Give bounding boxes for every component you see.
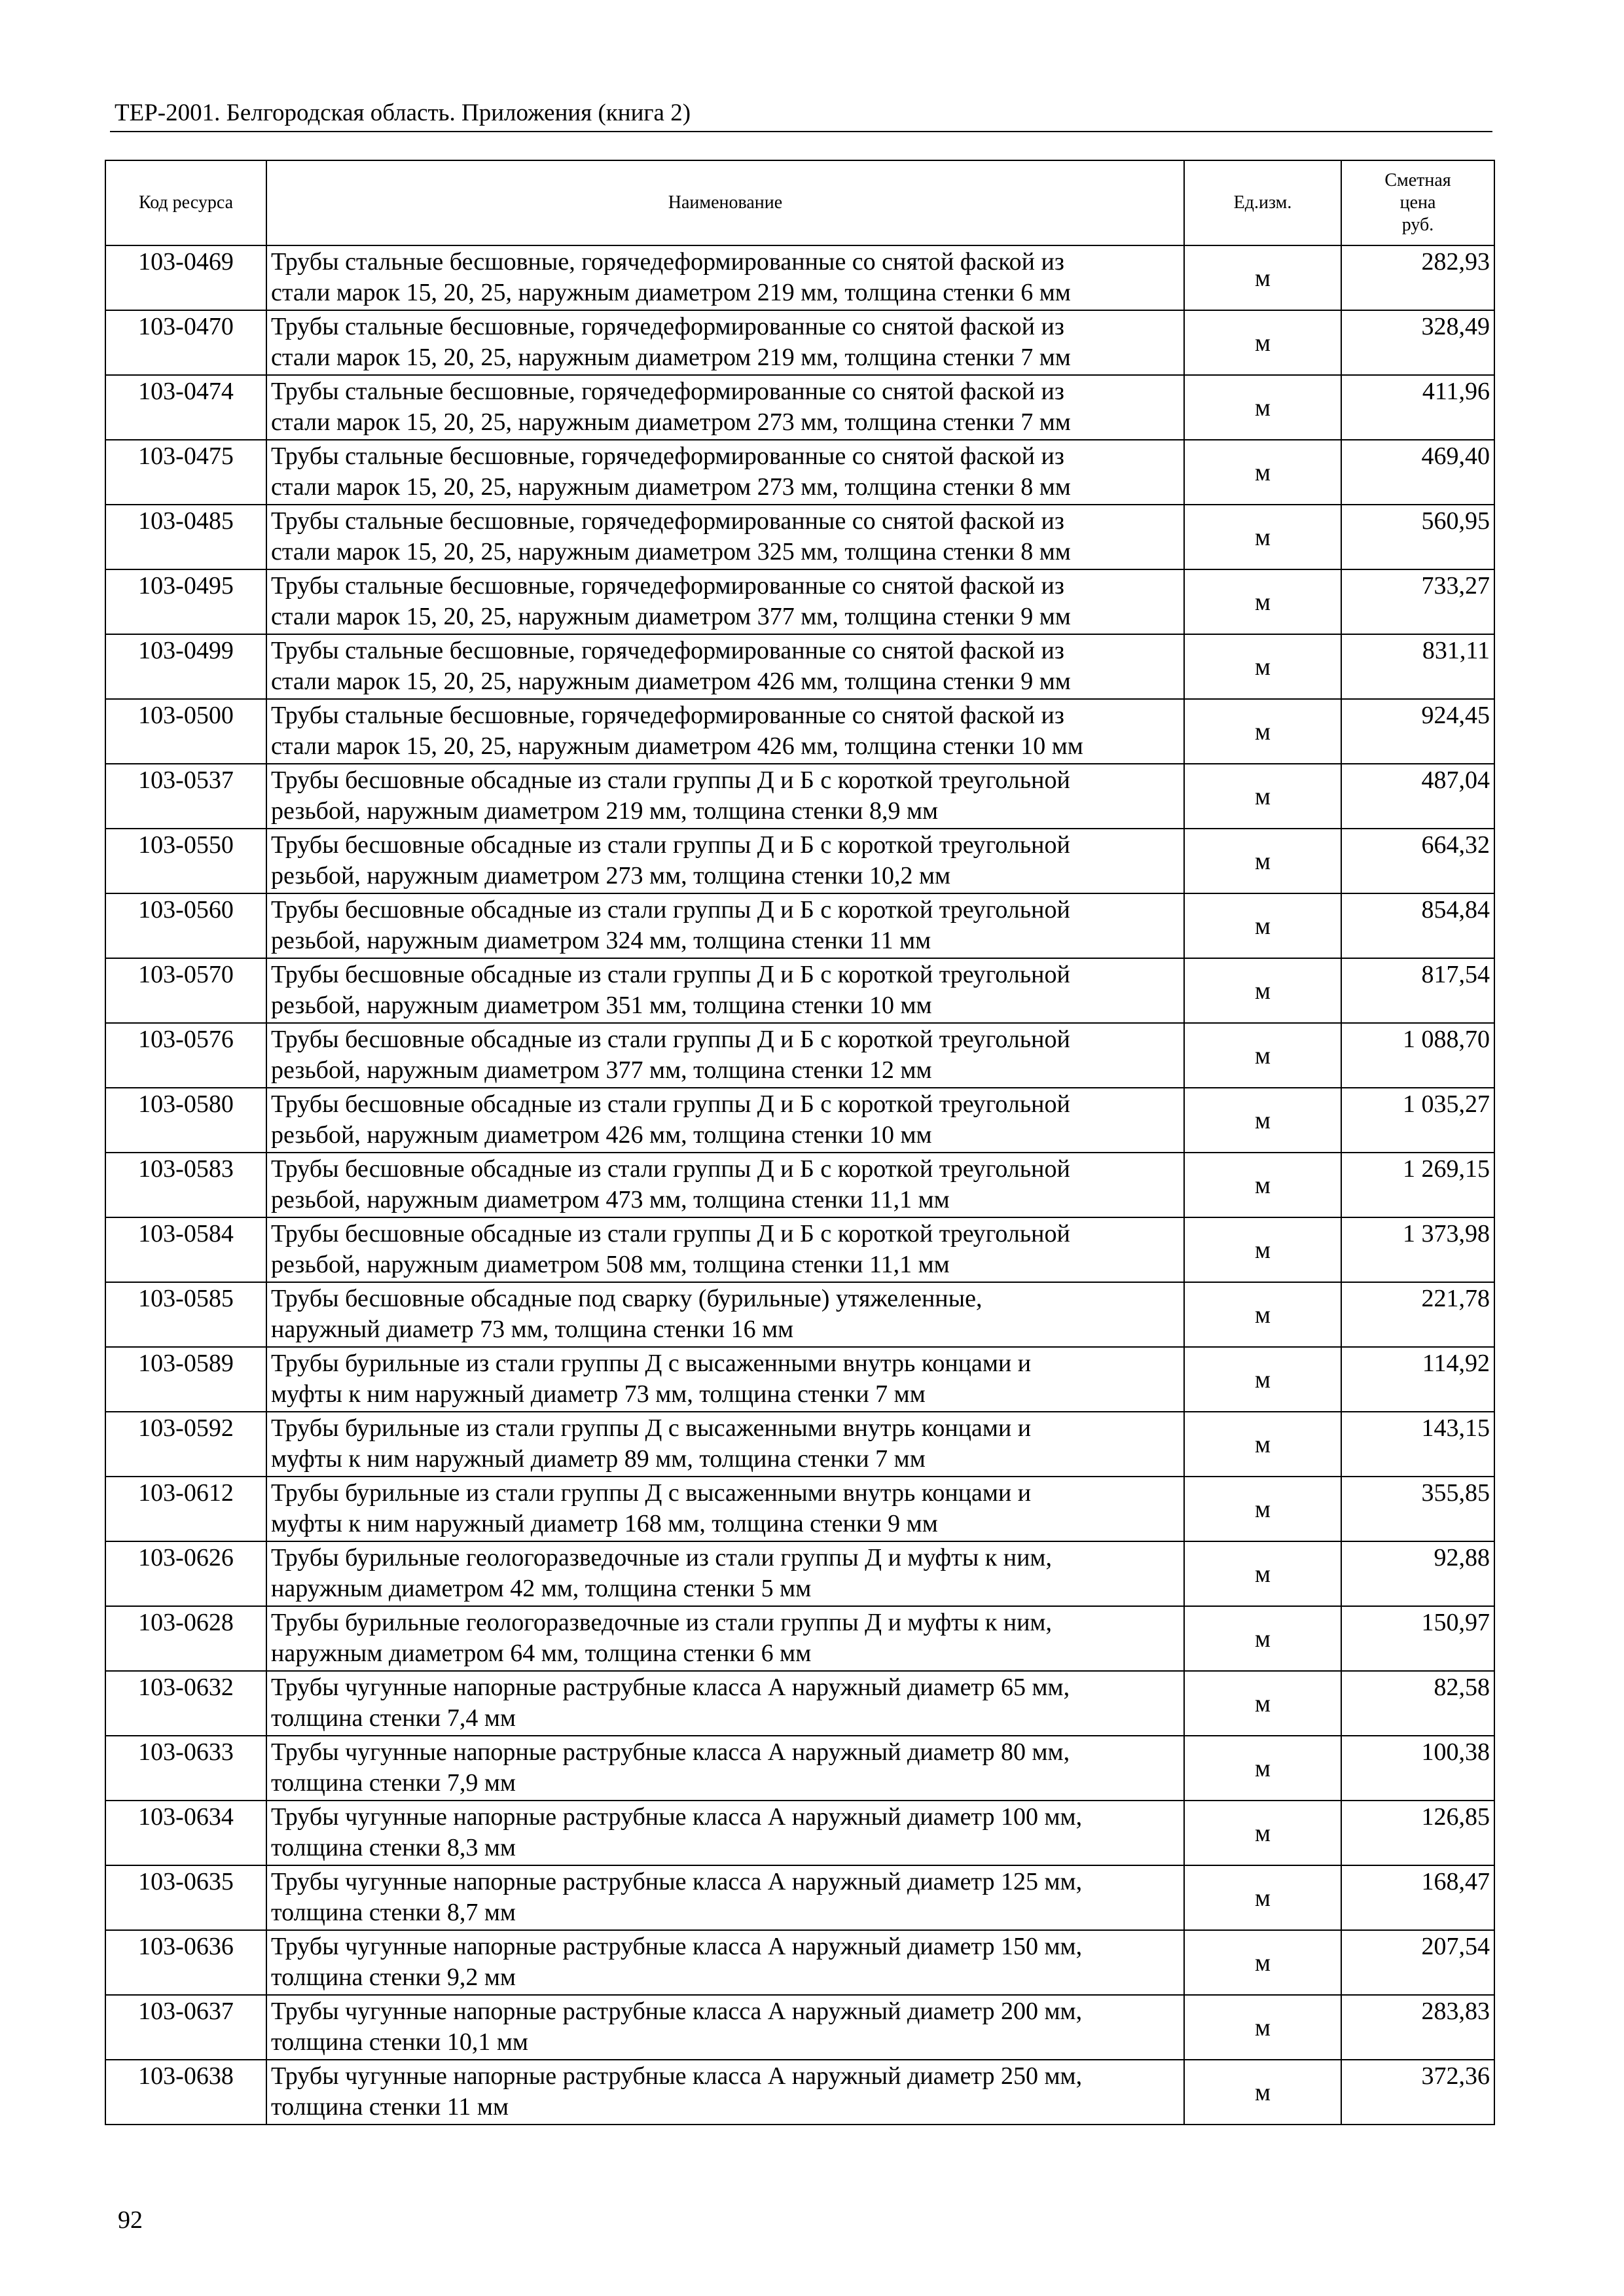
price-cell: 1 269,15 xyxy=(1341,1153,1494,1217)
unit-cell: м xyxy=(1184,1736,1341,1801)
page-number: 92 xyxy=(118,2206,143,2234)
resource-code-cell: 103-0638 xyxy=(105,2060,266,2125)
price-cell: 168,47 xyxy=(1341,1865,1494,1930)
price-cell: 469,40 xyxy=(1341,440,1494,505)
resource-code-cell: 103-0612 xyxy=(105,1477,266,1541)
resource-name-cell: Трубы бесшовные обсадные из стали группы Д и Б с короткой треугольной резьбой, наружным диаметром 473 мм, толщина стенки 11,1 мм xyxy=(266,1153,1184,1217)
unit-cell: м xyxy=(1184,1995,1341,2060)
resource-code-cell: 103-0550 xyxy=(105,829,266,893)
table-row xyxy=(105,505,1494,569)
unit-cell: м xyxy=(1184,1930,1341,1995)
unit-cell: м xyxy=(1184,245,1341,310)
resource-name-cell: Трубы бурильные из стали группы Д с высаженными внутрь концами и муфты к ним наружный диаметр 168 мм, толщина стенки 9 мм xyxy=(266,1477,1184,1541)
resource-code-cell: 103-0470 xyxy=(105,310,266,375)
resource-name-cell: Трубы чугунные напорные раструбные класса А наружный диаметр 250 мм, толщина стенки 11 мм xyxy=(266,2060,1184,2125)
column-header-price xyxy=(1341,160,1494,245)
table-row xyxy=(105,699,1494,764)
unit-cell: м xyxy=(1184,1606,1341,1671)
resource-code-cell: 103-0626 xyxy=(105,1541,266,1606)
unit-cell: м xyxy=(1184,1541,1341,1606)
resource-code-cell: 103-0500 xyxy=(105,699,266,764)
table-row xyxy=(105,1865,1494,1930)
price-cell: 221,78 xyxy=(1341,1282,1494,1347)
unit-cell: м xyxy=(1184,829,1341,893)
price-cell: 82,58 xyxy=(1341,1671,1494,1736)
unit-cell: м xyxy=(1184,1153,1341,1217)
table-row xyxy=(105,1282,1494,1347)
resource-name-cell: Трубы бесшовные обсадные из стали группы Д и Б с короткой треугольной резьбой, наружным диаметром 508 мм, толщина стенки 11,1 мм xyxy=(266,1217,1184,1282)
table-row xyxy=(105,829,1494,893)
table-row xyxy=(105,893,1494,958)
resource-name-cell: Трубы бесшовные обсадные из стали группы Д и Б с короткой треугольной резьбой, наружным диаметром 324 мм, толщина стенки 11 мм xyxy=(266,893,1184,958)
unit-cell: м xyxy=(1184,1347,1341,1412)
table-row xyxy=(105,958,1494,1023)
resource-name-cell: Трубы чугунные напорные раструбные класса А наружный диаметр 80 мм, толщина стенки 7,9 мм xyxy=(266,1736,1184,1801)
table-row xyxy=(105,1088,1494,1153)
resource-code-cell: 103-0584 xyxy=(105,1217,266,1282)
resource-name-cell: Трубы стальные бесшовные, горячедеформированные со снятой фаской из стали марок 15, 20, 25, наружным диаметром 219 мм, толщина стенки 7 мм xyxy=(266,310,1184,375)
price-cell: 411,96 xyxy=(1341,375,1494,440)
price-cell: 924,45 xyxy=(1341,699,1494,764)
price-cell: 282,93 xyxy=(1341,245,1494,310)
table-row xyxy=(105,1347,1494,1412)
page-header: ТЕР-2001. Белгородская область. Приложения (книга 2) xyxy=(115,99,691,126)
table-row xyxy=(105,1153,1494,1217)
price-cell: 831,11 xyxy=(1341,634,1494,699)
table-row xyxy=(105,1477,1494,1541)
table-header-row xyxy=(105,160,1494,245)
table-row xyxy=(105,375,1494,440)
resource-code-cell: 103-0474 xyxy=(105,375,266,440)
table-row xyxy=(105,310,1494,375)
resource-name-cell: Трубы стальные бесшовные, горячедеформированные со снятой фаской из стали марок 15, 20, 25, наружным диаметром 426 мм, толщина стенки 9 мм xyxy=(266,634,1184,699)
price-cell: 92,88 xyxy=(1341,1541,1494,1606)
resource-name-cell: Трубы стальные бесшовные, горячедеформированные со снятой фаской из стали марок 15, 20, 25, наружным диаметром 426 мм, толщина стенки 10 мм xyxy=(266,699,1184,764)
unit-cell: м xyxy=(1184,1671,1341,1736)
resource-code-cell: 103-0576 xyxy=(105,1023,266,1088)
unit-cell: м xyxy=(1184,310,1341,375)
price-cell: 207,54 xyxy=(1341,1930,1494,1995)
column-header-price-line: Сметная xyxy=(1384,170,1451,190)
unit-cell: м xyxy=(1184,1801,1341,1865)
price-cell: 817,54 xyxy=(1341,958,1494,1023)
column-header-code: Код ресурса xyxy=(105,160,266,245)
unit-cell: м xyxy=(1184,634,1341,699)
resource-name-cell: Трубы чугунные напорные раструбные класса А наружный диаметр 125 мм, толщина стенки 8,7 мм xyxy=(266,1865,1184,1930)
resource-code-cell: 103-0495 xyxy=(105,569,266,634)
unit-cell: м xyxy=(1184,1088,1341,1153)
column-header-price-line: цена xyxy=(1399,192,1436,213)
table-body xyxy=(105,245,1494,2125)
table-row xyxy=(105,1736,1494,1801)
resource-code-cell: 103-0636 xyxy=(105,1930,266,1995)
unit-cell: м xyxy=(1184,505,1341,569)
unit-cell: м xyxy=(1184,958,1341,1023)
column-header-unit: Ед.изм. xyxy=(1184,160,1341,245)
resource-name-cell: Трубы стальные бесшовные, горячедеформированные со снятой фаской из стали марок 15, 20, 25, наружным диаметром 325 мм, толщина стенки 8 мм xyxy=(266,505,1184,569)
table-row xyxy=(105,1412,1494,1477)
table-row xyxy=(105,569,1494,634)
resource-code-cell: 103-0560 xyxy=(105,893,266,958)
table-row xyxy=(105,1801,1494,1865)
resource-code-cell: 103-0628 xyxy=(105,1606,266,1671)
table-row xyxy=(105,1541,1494,1606)
resource-code-cell: 103-0583 xyxy=(105,1153,266,1217)
resource-name-cell: Трубы чугунные напорные раструбные класса А наружный диаметр 200 мм, толщина стенки 10,1 мм xyxy=(266,1995,1184,2060)
price-cell: 143,15 xyxy=(1341,1412,1494,1477)
price-cell: 114,92 xyxy=(1341,1347,1494,1412)
unit-cell: м xyxy=(1184,893,1341,958)
resource-name-cell: Трубы стальные бесшовные, горячедеформированные со снятой фаской из стали марок 15, 20, 25, наружным диаметром 273 мм, толщина стенки 7 мм xyxy=(266,375,1184,440)
column-header-name: Наименование xyxy=(266,160,1184,245)
price-cell: 733,27 xyxy=(1341,569,1494,634)
price-cell: 1 035,27 xyxy=(1341,1088,1494,1153)
resource-code-cell: 103-0592 xyxy=(105,1412,266,1477)
price-cell: 150,97 xyxy=(1341,1606,1494,1671)
price-cell: 283,83 xyxy=(1341,1995,1494,2060)
price-table xyxy=(105,160,1495,2125)
column-header-price-line: руб. xyxy=(1401,215,1434,235)
unit-cell: м xyxy=(1184,1865,1341,1930)
table-row xyxy=(105,1023,1494,1088)
resource-name-cell: Трубы бесшовные обсадные из стали группы Д и Б с короткой треугольной резьбой, наружным диаметром 219 мм, толщина стенки 8,9 мм xyxy=(266,764,1184,829)
unit-cell: м xyxy=(1184,764,1341,829)
price-cell: 664,32 xyxy=(1341,829,1494,893)
unit-cell: м xyxy=(1184,1412,1341,1477)
resource-name-cell: Трубы бесшовные обсадные под сварку (бурильные) утяжеленные, наружный диаметр 73 мм, толщина стенки 16 мм xyxy=(266,1282,1184,1347)
unit-cell: м xyxy=(1184,699,1341,764)
resource-name-cell: Трубы бурильные из стали группы Д с высаженными внутрь концами и муфты к ним наружный диаметр 73 мм, толщина стенки 7 мм xyxy=(266,1347,1184,1412)
resource-code-cell: 103-0589 xyxy=(105,1347,266,1412)
table-row xyxy=(105,1995,1494,2060)
resource-name-cell: Трубы стальные бесшовные, горячедеформированные со снятой фаской из стали марок 15, 20, 25, наружным диаметром 273 мм, толщина стенки 8 мм xyxy=(266,440,1184,505)
price-cell: 1 088,70 xyxy=(1341,1023,1494,1088)
resource-name-cell: Трубы стальные бесшовные, горячедеформированные со снятой фаской из стали марок 15, 20, 25, наружным диаметром 219 мм, толщина стенки 6 мм xyxy=(266,245,1184,310)
price-cell: 328,49 xyxy=(1341,310,1494,375)
table-row xyxy=(105,634,1494,699)
price-cell: 854,84 xyxy=(1341,893,1494,958)
table-row xyxy=(105,764,1494,829)
unit-cell: м xyxy=(1184,1477,1341,1541)
resource-code-cell: 103-0632 xyxy=(105,1671,266,1736)
unit-cell: м xyxy=(1184,569,1341,634)
resource-code-cell: 103-0585 xyxy=(105,1282,266,1347)
price-cell: 126,85 xyxy=(1341,1801,1494,1865)
price-cell: 1 373,98 xyxy=(1341,1217,1494,1282)
resource-name-cell: Трубы чугунные напорные раструбные класса А наружный диаметр 100 мм, толщина стенки 8,3 мм xyxy=(266,1801,1184,1865)
resource-code-cell: 103-0580 xyxy=(105,1088,266,1153)
resource-code-cell: 103-0469 xyxy=(105,245,266,310)
price-cell: 487,04 xyxy=(1341,764,1494,829)
resource-code-cell: 103-0635 xyxy=(105,1865,266,1930)
table-row xyxy=(105,1671,1494,1736)
table-row xyxy=(105,2060,1494,2125)
resource-code-cell: 103-0634 xyxy=(105,1801,266,1865)
table-row xyxy=(105,1217,1494,1282)
resource-code-cell: 103-0475 xyxy=(105,440,266,505)
unit-cell: м xyxy=(1184,1282,1341,1347)
resource-name-cell: Трубы чугунные напорные раструбные класса А наружный диаметр 150 мм, толщина стенки 9,2 мм xyxy=(266,1930,1184,1995)
unit-cell: м xyxy=(1184,1217,1341,1282)
price-cell: 100,38 xyxy=(1341,1736,1494,1801)
resource-name-cell: Трубы бурильные из стали группы Д с высаженными внутрь концами и муфты к ним наружный диаметр 89 мм, толщина стенки 7 мм xyxy=(266,1412,1184,1477)
resource-name-cell: Трубы чугунные напорные раструбные класса А наружный диаметр 65 мм, толщина стенки 7,4 мм xyxy=(266,1671,1184,1736)
table-row xyxy=(105,440,1494,505)
resource-name-cell: Трубы бесшовные обсадные из стали группы Д и Б с короткой треугольной резьбой, наружным диаметром 377 мм, толщина стенки 12 мм xyxy=(266,1023,1184,1088)
resource-name-cell: Трубы бесшовные обсадные из стали группы Д и Б с короткой треугольной резьбой, наружным диаметром 351 мм, толщина стенки 10 мм xyxy=(266,958,1184,1023)
price-cell: 372,36 xyxy=(1341,2060,1494,2125)
resource-code-cell: 103-0485 xyxy=(105,505,266,569)
price-cell: 355,85 xyxy=(1341,1477,1494,1541)
resource-code-cell: 103-0537 xyxy=(105,764,266,829)
resource-code-cell: 103-0570 xyxy=(105,958,266,1023)
resource-code-cell: 103-0633 xyxy=(105,1736,266,1801)
table-row xyxy=(105,245,1494,310)
resource-name-cell: Трубы бурильные геологоразведочные из стали группы Д и муфты к ним, наружным диаметром 42 мм, толщина стенки 5 мм xyxy=(266,1541,1184,1606)
resource-name-cell: Трубы бесшовные обсадные из стали группы Д и Б с короткой треугольной резьбой, наружным диаметром 426 мм, толщина стенки 10 мм xyxy=(266,1088,1184,1153)
unit-cell: м xyxy=(1184,1023,1341,1088)
resource-code-cell: 103-0499 xyxy=(105,634,266,699)
resource-name-cell: Трубы бурильные геологоразведочные из стали группы Д и муфты к ним, наружным диаметром 64 мм, толщина стенки 6 мм xyxy=(266,1606,1184,1671)
resource-code-cell: 103-0637 xyxy=(105,1995,266,2060)
table-row xyxy=(105,1930,1494,1995)
price-cell: 560,95 xyxy=(1341,505,1494,569)
unit-cell: м xyxy=(1184,2060,1341,2125)
resource-name-cell: Трубы бесшовные обсадные из стали группы Д и Б с короткой треугольной резьбой, наружным диаметром 273 мм, толщина стенки 10,2 мм xyxy=(266,829,1184,893)
header-rule xyxy=(110,131,1492,132)
unit-cell: м xyxy=(1184,440,1341,505)
unit-cell: м xyxy=(1184,375,1341,440)
resource-name-cell: Трубы стальные бесшовные, горячедеформированные со снятой фаской из стали марок 15, 20, 25, наружным диаметром 377 мм, толщина стенки 9 мм xyxy=(266,569,1184,634)
table-row xyxy=(105,1606,1494,1671)
